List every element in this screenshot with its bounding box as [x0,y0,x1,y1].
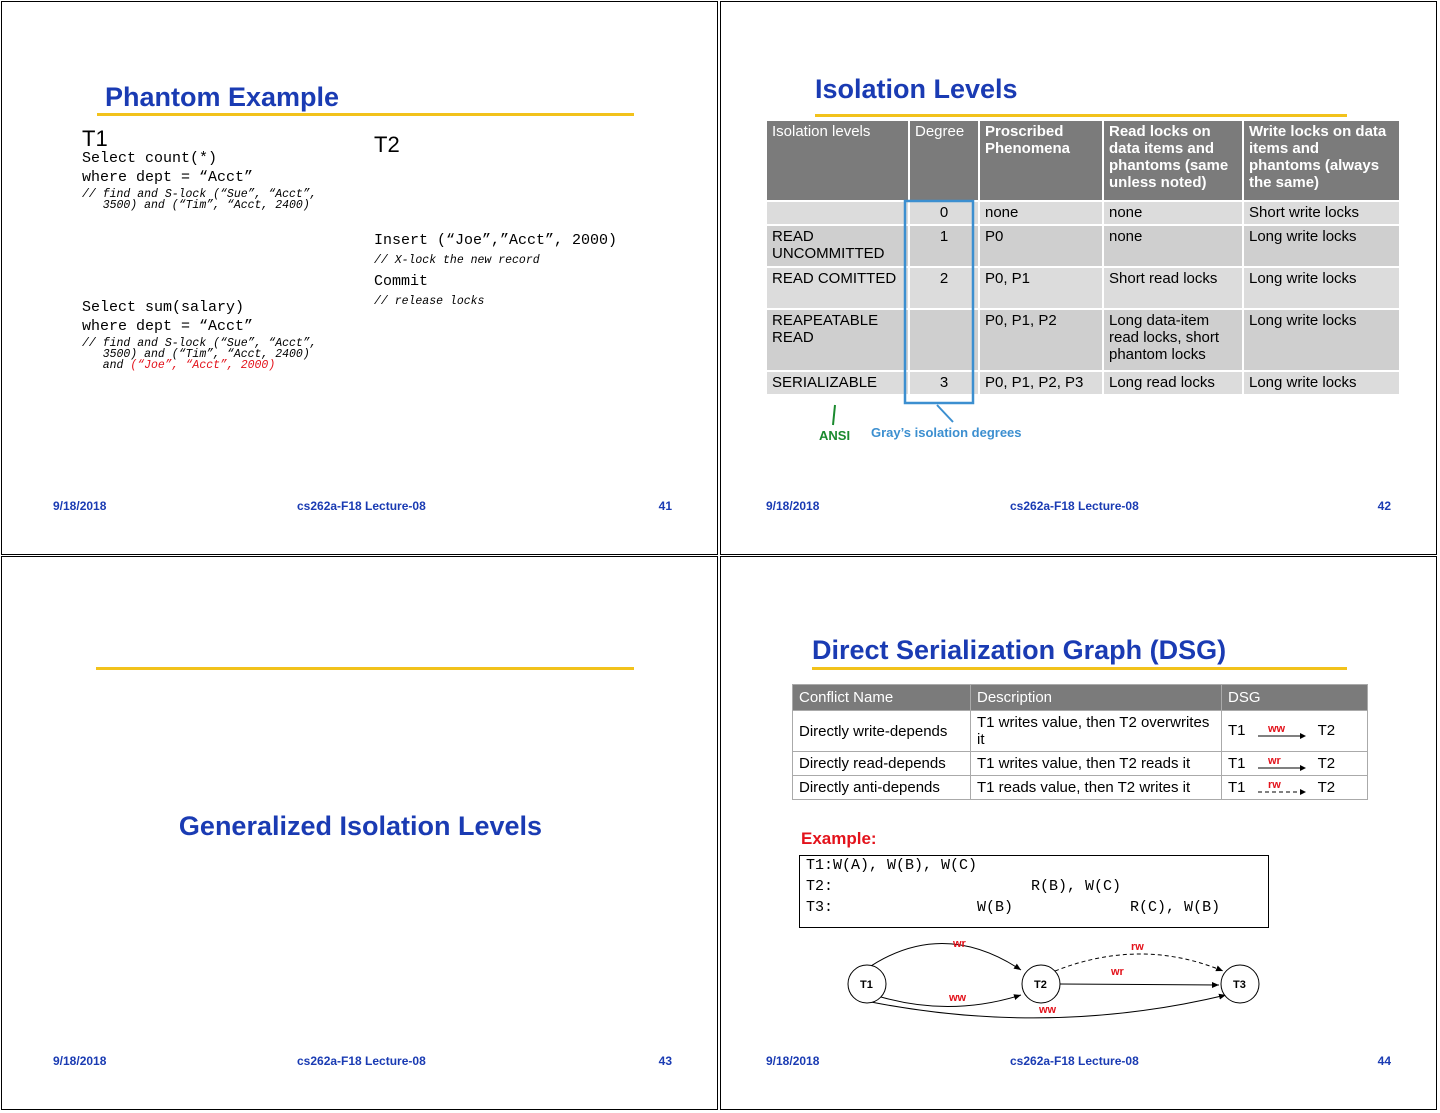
slide-44 [720,556,1437,1110]
footer-date: 9/18/2018 [53,1054,107,1068]
level-cell: READ UNCOMMITTED [766,225,909,267]
dsg-arrowhead [1300,733,1306,739]
conflict-name-cell: Directly write-depends [793,711,971,752]
node-t3-label: T3 [1233,979,1246,991]
slide-title: Phantom Example [105,82,340,112]
slide-title: Generalized Isolation Levels [178,811,543,841]
phenomena-cell: P0 [979,225,1103,267]
gray-pointer [937,405,953,422]
table-row [793,711,1368,752]
dsg-arrow-rw [1256,780,1308,796]
schedule-line-t3: T3: W(B) R(C), W(B) [806,899,1221,916]
footer-course: cs262a-F18 Lecture-08 [1010,1054,1139,1068]
header-conflict-name: Conflict Name [793,685,971,711]
edge-label-wr-2: wr [1111,966,1124,978]
degree-cell: 3 [909,371,979,395]
degree-cell: 2 [909,267,979,309]
phantom-record: (“Joe”, “Acct”, 2000) [130,359,276,372]
schedule-line-t2: T2: R(B), W(C) [806,878,1122,895]
slide-42 [720,1,1437,555]
description-cell: T1 reads value, then T2 writes it [971,776,1222,800]
footer-date: 9/18/2018 [766,499,820,513]
t1-label: T1 [82,126,108,151]
write-locks-cell: Long write locks [1243,267,1400,309]
t1-select-sum: Select sum(salary) where dept = “Acct” [82,299,254,335]
dsg-from: T1 [1228,755,1246,772]
phenomena-cell: none [979,201,1103,225]
write-locks-cell: Long write locks [1243,309,1400,371]
footer-date: 9/18/2018 [766,1054,820,1068]
edge-label-ww-2: ww [1039,1004,1057,1016]
example-schedule-box [799,855,1269,928]
dsg-to: T2 [1317,755,1336,772]
dsg-arrow-wr [1256,756,1308,772]
header-description: Description [971,685,1222,711]
write-locks-cell: Short write locks [1243,201,1400,225]
read-locks-cell: none [1103,225,1243,267]
t1-select-count: Select count(*) where dept = “Acct” [82,150,254,186]
edge-label-ww: ww [949,992,967,1004]
gray-degrees-label: Gray’s isolation degrees [871,425,1022,440]
gray-degree-highlight [905,201,973,403]
level-cell: REAPEATABLE READ [766,309,909,371]
dsg-from: T1 [1228,722,1246,740]
header-degree: Degree [909,120,979,201]
read-locks-cell: Short read locks [1103,267,1243,309]
t2-label: T2 [374,132,400,157]
footer-course: cs262a-F18 Lecture-08 [1010,499,1139,513]
read-locks-cell: Long read locks [1103,371,1243,395]
conflict-name-cell: Directly read-depends [793,752,971,776]
dsg-arrowhead [1300,765,1306,771]
footer-page-number: 44 [1377,1054,1391,1068]
title-rule [97,113,634,116]
slide-title: Isolation Levels [815,74,1018,104]
table-row [793,776,1368,800]
table-header-row [793,685,1368,711]
title-rule [812,667,1347,670]
level-cell: READ COMITTED [766,267,909,309]
table-row [793,752,1368,776]
edge-t1-t2-wr [865,944,1021,971]
write-locks-cell: Long write locks [1243,225,1400,267]
example-label: Example: [801,829,877,848]
footer-page-number: 41 [658,499,672,513]
t2-insert: Insert (“Joe”,”Acct”, 2000) [374,232,618,249]
read-locks-cell: Long data-item read locks, short phantom locks [1103,309,1243,371]
footer-page-number: 42 [1377,499,1391,513]
header-read-locks: Read locks on data items and phantoms (same unless noted) [1103,120,1243,201]
footer-date: 9/18/2018 [53,499,107,513]
write-locks-cell: Long write locks [1243,371,1400,395]
schedule-line-t1: T1:W(A), W(B), W(C) [806,857,978,874]
dsg-edge-label: wr [1267,756,1281,768]
header-write-locks: Write locks on data items and phantoms (always the same) [1243,120,1400,201]
header-isolation-levels: Isolation levels [766,120,909,201]
footer-course: cs262a-F18 Lecture-08 [297,1054,426,1068]
dsg-to: T2 [1317,722,1336,740]
dsg-to: T2 [1317,779,1336,797]
dsg-cell [1222,752,1368,776]
slide-41 [1,1,718,555]
slide-43 [1,556,718,1110]
t1-comment-1: // find and S-lock (“Sue”, “Acct”, 3500) and (“Tim”, “Acct, 2400) [82,188,317,212]
edge-label-wr: wr [953,938,966,950]
level-cell: SERIALIZABLE [766,371,909,395]
dsg-from: T1 [1228,779,1246,797]
footer-page-number: 43 [658,1054,672,1068]
header-phenomena: Proscribed Phenomena [979,120,1103,201]
dsg-cell [1222,711,1368,752]
dsg-arrow-ww [1256,724,1308,740]
edge-label-rw: rw [1131,941,1144,953]
t2-commit: Commit [374,273,429,290]
degree-cell: 0 [909,201,979,225]
phenomena-cell: P0, P1, P2 [979,309,1103,371]
annotation-overlay [721,2,1437,555]
dsg-conflict-table [792,684,1368,800]
edge-t2-t3-wr [1059,984,1219,985]
dsg-cell [1222,776,1368,800]
dsg-edge-label: rw [1267,780,1281,792]
t2-commit-comment: // release locks [374,295,485,308]
ansi-pointer [833,405,835,425]
degree-cell: 1 [909,225,979,267]
description-cell: T1 writes value, then T2 reads it [971,752,1222,776]
phenomena-cell: P0, P1, P2, P3 [979,371,1103,395]
phenomena-cell: P0, P1 [979,267,1103,309]
conflict-name-cell: Directly anti-depends [793,776,971,800]
read-locks-cell: none [1103,201,1243,225]
slide-title: Direct Serialization Graph (DSG) [812,635,1227,665]
title-rule [96,667,634,670]
dsg-edge-label: ww [1267,723,1285,735]
node-t2-label: T2 [1034,979,1047,991]
t1-comment-2: // find and S-lock (“Sue”, “Acct”, 3500) and (“Tim”, “Acct, 2400) and (“Joe”, “Acct”, 2000) [82,337,317,372]
ansi-label: ANSI [819,428,851,443]
node-t1-label: T1 [860,979,873,991]
edge-t2-t3-rw [1055,954,1223,971]
footer-course: cs262a-F18 Lecture-08 [297,499,426,513]
t2-insert-comment: // X-lock the new record [374,254,540,267]
description-cell: T1 writes value, then T2 overwrites it [971,711,1222,752]
header-dsg: DSG [1222,685,1368,711]
dsg-arrowhead [1300,789,1306,795]
dsg-graph [721,927,1437,1027]
